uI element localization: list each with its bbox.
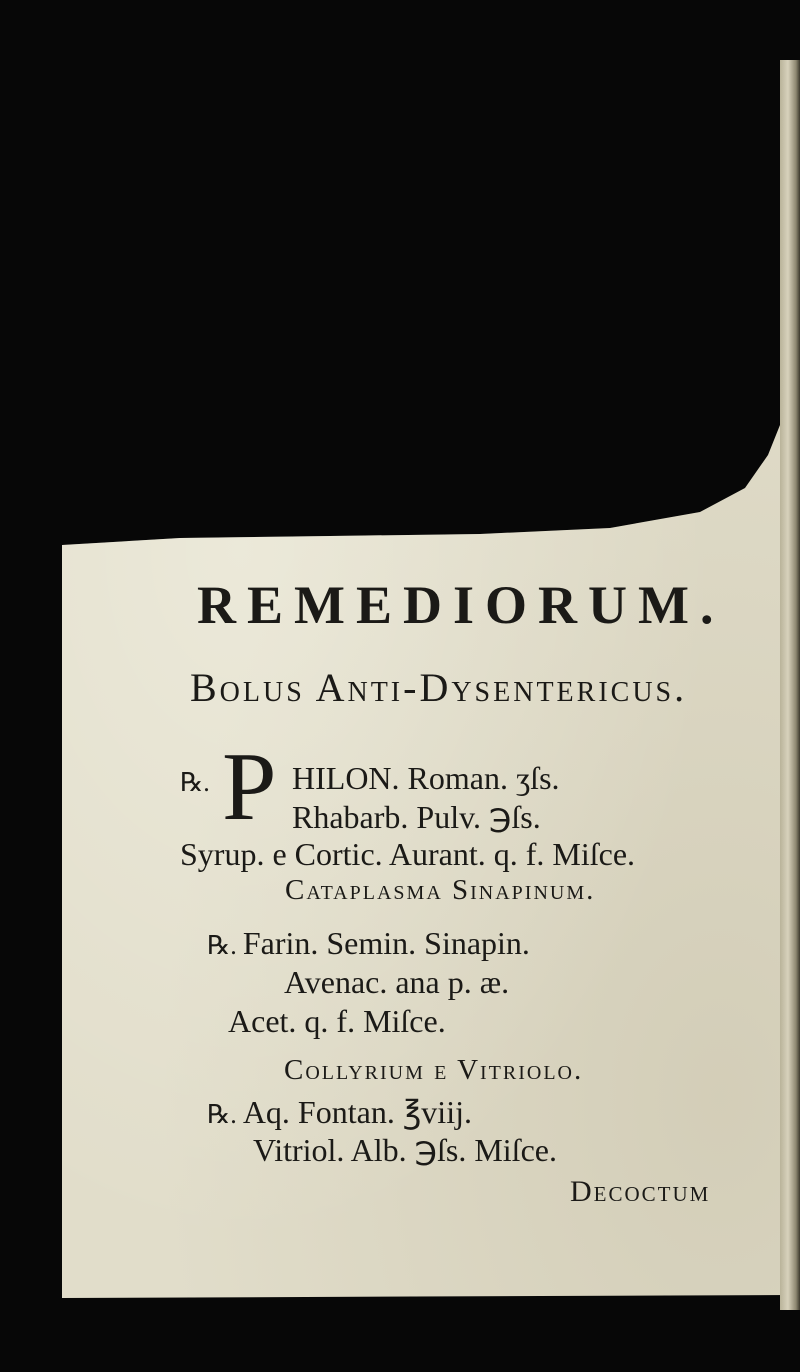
rx-line-3 [207,1093,472,1131]
recipe-symbol: ℞. [207,1100,237,1129]
section-heading-collyrium: Collyrium e Vitriolo. [284,1054,584,1086]
section-heading-cataplasma: Cataplasma Sinapinum. [285,874,596,906]
rx-line-1 [180,762,216,799]
prescription-line: Acet. q. f. Miſce. [228,1003,446,1039]
recipe-symbol: ℞. [207,931,237,960]
prescription-line: Syrup. e Cortic. Aurant. q. f. Miſce. [180,836,636,872]
recipe-symbol: ℞. [180,768,210,797]
prescription-line: HILON. Roman. ʒſs. [292,760,560,796]
drop-cap: P [222,733,277,841]
running-title: REMEDIORUM. [197,575,725,635]
rx-line-2 [207,925,530,962]
section-heading-bolus: Bolus Anti-Dysentericus. [190,665,688,710]
prescription-line: Avenac. ana p. æ. [284,964,510,1000]
prescription-line: Rhabarb. Pulv. ℈ſs. [292,799,541,835]
prescription-line: Aq. Fontan. ℥viij. [242,1094,472,1130]
page-edge [780,60,800,1310]
prescription-line: Vitriol. Alb. ℈ſs. Miſce. [253,1132,557,1168]
prescription-line: Farin. Semin. Sinapin. [242,925,530,961]
catchword: Decoctum [570,1175,711,1208]
